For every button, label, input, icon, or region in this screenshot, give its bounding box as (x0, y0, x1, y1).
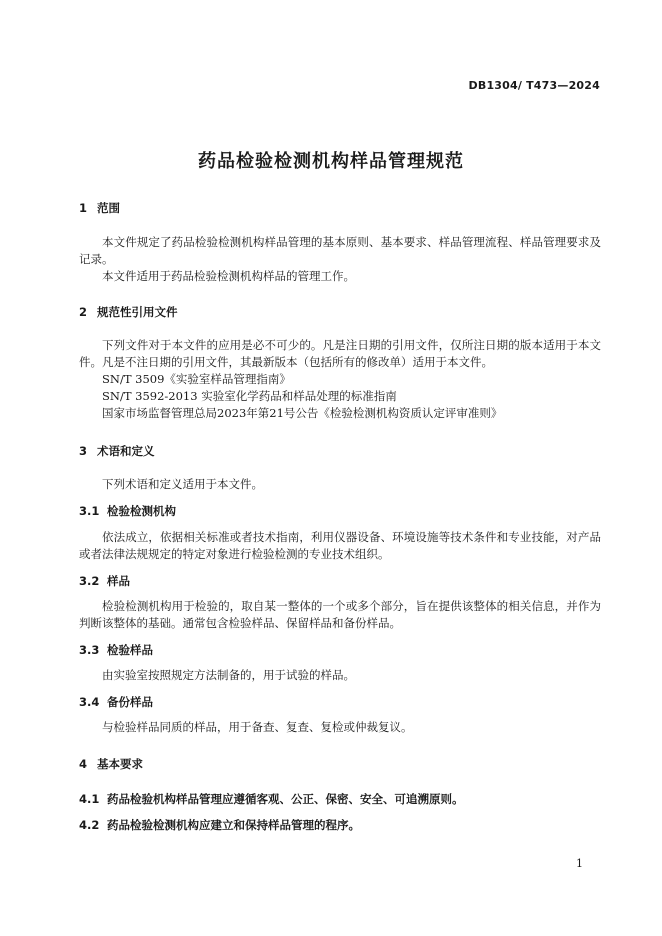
section-number: 1 (79, 201, 88, 215)
clause-number: 4.2 (79, 818, 100, 832)
section-3-heading (79, 443, 155, 459)
term-3-1-heading (79, 503, 176, 519)
term-3-3-heading (79, 642, 153, 658)
term-number: 3.3 (79, 643, 100, 657)
section-number: 3 (79, 444, 88, 458)
term-title: 检验检测机构 (107, 504, 176, 518)
section-4-heading (79, 756, 143, 772)
term-number: 3.1 (79, 504, 100, 518)
term-title: 样品 (107, 574, 130, 588)
reference-item: SN/T 3509《实验室样品管理指南》 (102, 372, 291, 386)
clause-text: 药品检验机构样品管理应遵循客观、公正、保密、安全、可追溯原则。 (107, 792, 464, 806)
section-title: 范围 (97, 201, 120, 215)
term-title: 检验样品 (107, 643, 153, 657)
section-3-paragraph-1: 下列术语和定义适用于本文件。 (102, 477, 263, 491)
clause-text: 药品检验检测机构应建立和保持样品管理的程序。 (107, 818, 360, 832)
section-1-paragraph-1: 本文件规定了药品检验检测机构样品管理的基本原则、基本要求、样品管理流程、样品管理要求及记录。 (79, 235, 601, 266)
section-1-paragraph-2: 本文件适用于药品检验检测机构样品的管理工作。 (102, 269, 355, 283)
term-title: 备份样品 (107, 695, 153, 709)
section-title: 基本要求 (97, 757, 143, 771)
section-2-paragraph-1: 下列文件对于本文件的应用是必不可少的。凡是注日期的引用文件，仅所注日期的版本适用于本文件。凡是不注日期的引用文件，其最新版本（包括所有的修改单）适用于本文件。 (79, 338, 601, 369)
section-number: 4 (79, 757, 88, 771)
reference-item: SN/T 3592-2013 实验室化学药品和样品处理的标准指南 (102, 389, 397, 403)
term-3-2-definition: 检验检测机构用于检验的，取自某一整体的一个或多个部分，旨在提供该整体的相关信息，并作为判断该整体的基础。通常包含检验样品、保留样品和备份样品。 (79, 599, 601, 630)
term-3-3-definition: 由实验室按照规定方法制备的，用于试验的样品。 (102, 668, 355, 682)
document-code: DB1304/ T473—2024 (468, 79, 600, 92)
term-3-2-heading (79, 573, 130, 589)
term-3-4-heading (79, 694, 153, 710)
clause-4-2 (79, 817, 360, 833)
section-2-heading (79, 304, 178, 320)
reference-item: 国家市场监督管理总局2023年第21号公告《检验检测机构资质认定评审准则》 (102, 406, 503, 420)
term-number: 3.4 (79, 695, 100, 709)
clause-number: 4.1 (79, 792, 100, 806)
clause-4-1 (79, 791, 464, 807)
term-3-1-definition: 依法成立，依据相关标准或者技术指南，利用仪器设备、环境设施等技术条件和专业技能，对产品或者法律法规规定的特定对象进行检验检测的专业技术组织。 (79, 530, 601, 561)
section-title: 规范性引用文件 (97, 305, 178, 319)
section-number: 2 (79, 305, 88, 319)
document-title: 药品检验检测机构样品管理规范 (198, 151, 464, 172)
section-title: 术语和定义 (97, 444, 155, 458)
page-number: 1 (576, 857, 583, 870)
section-1-heading (79, 200, 120, 216)
term-number: 3.2 (79, 574, 100, 588)
term-3-4-definition: 与检验样品同质的样品，用于备查、复查、复检或仲裁复议。 (102, 720, 413, 734)
